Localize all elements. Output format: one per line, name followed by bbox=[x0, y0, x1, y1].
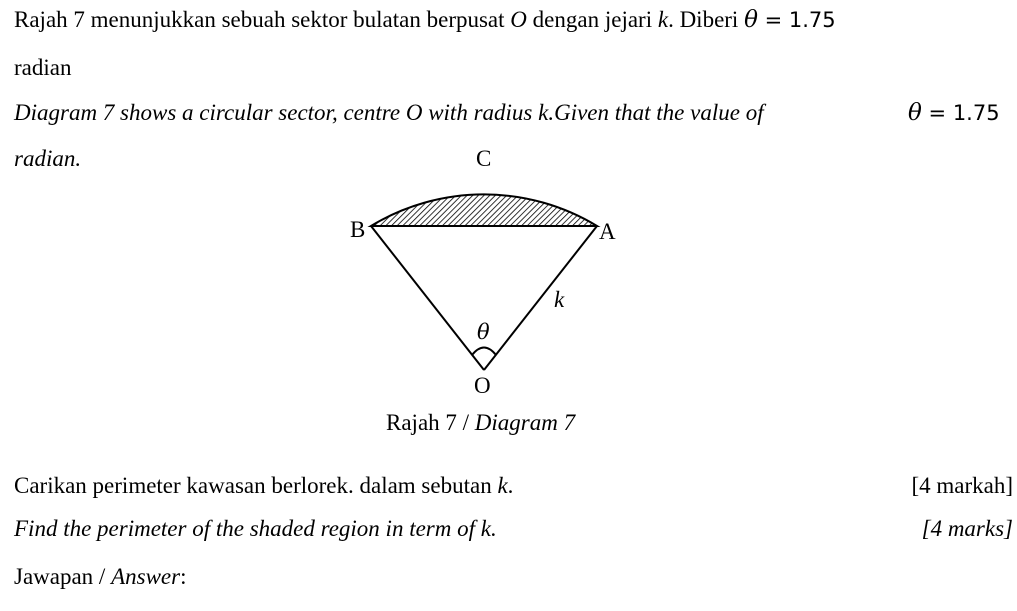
answer-colon: : bbox=[180, 564, 187, 589]
radius-symbol-en: k bbox=[538, 100, 549, 125]
diagram-caption-malay: Rajah 7 / bbox=[386, 410, 475, 435]
centre-label: O bbox=[510, 7, 527, 32]
equals-sign: = bbox=[757, 8, 789, 32]
task-malay-text: Carikan perimeter kawasan berlorek. dalam sebutan bbox=[14, 473, 492, 498]
task-malay-end: . bbox=[507, 473, 514, 498]
question-malay-radius: dengan jejari bbox=[532, 7, 653, 32]
label-c: C bbox=[476, 146, 492, 171]
answer-malay: Jawapan / bbox=[14, 564, 112, 589]
theta-symbol: θ bbox=[744, 7, 758, 33]
angle-arc bbox=[472, 348, 496, 356]
task-malay bbox=[14, 472, 513, 500]
question-english-unit: radian. bbox=[14, 146, 82, 171]
task-english-k: k bbox=[480, 516, 491, 541]
question-english-radius: with radius bbox=[428, 100, 533, 125]
task-malay-k: k bbox=[497, 473, 508, 498]
question-malay-unit: radian bbox=[14, 55, 72, 80]
radius-symbol: k bbox=[657, 7, 669, 32]
task-english bbox=[14, 515, 497, 543]
label-o: O bbox=[474, 373, 491, 398]
marks-malay: [4 markah] bbox=[911, 473, 1013, 498]
diagram-caption-english: Diagram 7 bbox=[474, 410, 576, 435]
question-english-given: .Given that the value of bbox=[548, 100, 764, 125]
label-a: A bbox=[599, 219, 616, 244]
marks-english: [4 marks] bbox=[921, 516, 1013, 541]
theta-value: 1.75 bbox=[788, 8, 836, 32]
question-malay-intro: Rajah 7 menunjukkan sebuah sektor bulatan berpusat bbox=[14, 7, 505, 32]
answer-english: Answer bbox=[111, 564, 181, 589]
equals-sign-en: = bbox=[921, 101, 953, 125]
centre-label-en: O bbox=[405, 100, 423, 125]
radius-line-oa bbox=[484, 226, 597, 370]
shaded-segment bbox=[371, 194, 597, 226]
theta-value-en: 1.75 bbox=[952, 101, 1000, 125]
question-malay-given: . Diberi bbox=[668, 7, 739, 32]
answer-label bbox=[14, 563, 186, 591]
label-theta: θ bbox=[477, 320, 490, 344]
theta-symbol-en: θ bbox=[908, 100, 922, 126]
question-english-intro: Diagram 7 shows a circular sector, centre bbox=[14, 100, 401, 125]
label-b: B bbox=[350, 217, 366, 242]
task-english-end: . bbox=[490, 516, 497, 541]
label-k: k bbox=[554, 287, 565, 312]
task-english-text: Find the perimeter of the shaded region in term of bbox=[14, 516, 475, 541]
radius-line-ob bbox=[371, 226, 484, 370]
diagram-caption bbox=[386, 409, 575, 437]
